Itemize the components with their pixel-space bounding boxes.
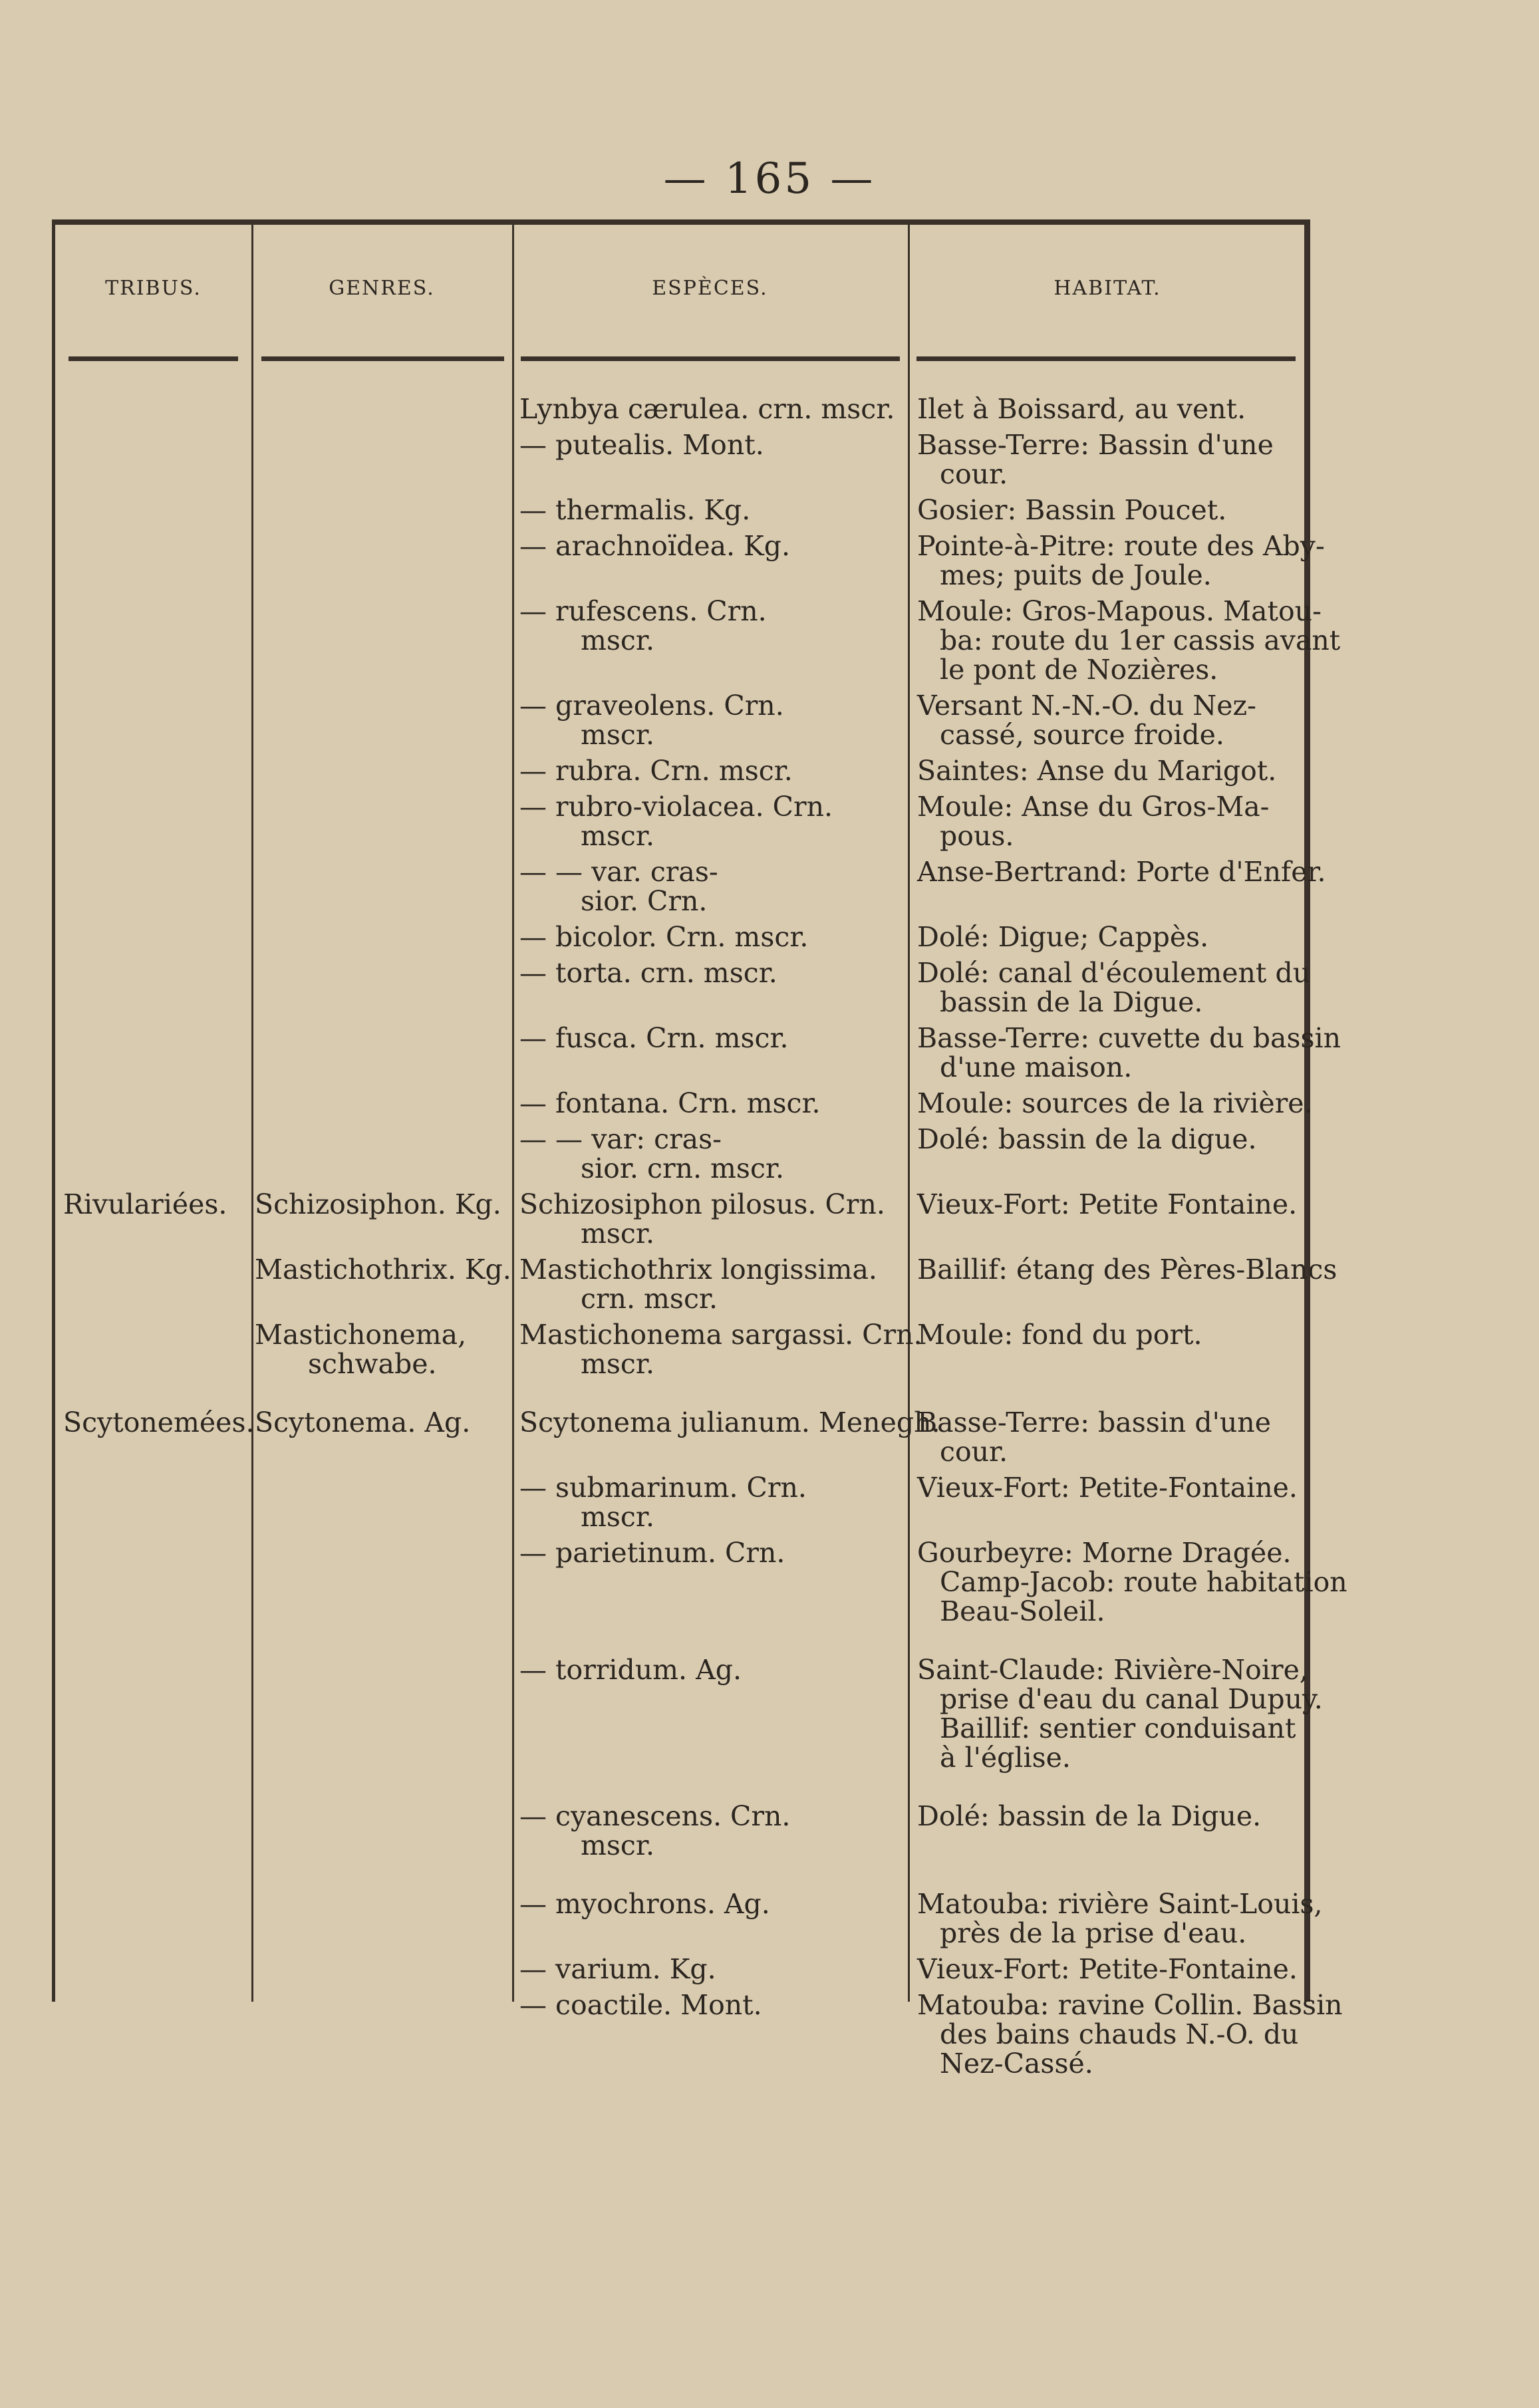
habitat-cell: Dolé: bassin de la digue.: [917, 1123, 1257, 1155]
habitat-cell: Basse-Terre: cuvette du bassin: [917, 1022, 1341, 1054]
espece-cell: mscr.: [581, 1829, 655, 1861]
habitat-cell: Camp-Jacob: route habitation: [940, 1566, 1347, 1598]
table-row: [55, 1408, 1304, 1466]
espece-cell: — fusca. Crn. mscr.: [519, 1022, 789, 1054]
espece-cell: — submarinum. Crn.: [519, 1472, 807, 1504]
habitat-cell: Vieux-Fort: Petite-Fontaine.: [917, 1472, 1298, 1504]
habitat-cell: cour.: [940, 1436, 1008, 1468]
espece-cell: — rubra. Crn. mscr.: [519, 755, 793, 787]
header-especes: ESPÈCES.: [652, 277, 768, 300]
tribus-cell: Rivulariées.: [63, 1188, 227, 1220]
header-habitat: HABITAT.: [1053, 277, 1161, 300]
habitat-cell: Dolé: Digue; Cappès.: [917, 921, 1209, 953]
table-row: [55, 1954, 1304, 1984]
espece-cell: — rufescens. Crn.: [519, 595, 767, 627]
habitat-cell: à l'église.: [940, 1742, 1071, 1774]
habitat-cell: Nez-Cassé.: [940, 2048, 1093, 2079]
table-row: [55, 1802, 1304, 1860]
espece-cell: Scytonema julianum. Menegh.: [519, 1406, 940, 1438]
genre-cell: Mastichothrix. Kg.: [255, 1254, 511, 1285]
table-row: [55, 1320, 1304, 1379]
header-genres: GENRES.: [329, 277, 435, 300]
habitat-cell: Matouba: rivière Saint-Louis,: [917, 1888, 1323, 1920]
espece-cell: — torta. crn. mscr.: [519, 957, 777, 989]
espece-cell: sior. crn. mscr.: [581, 1152, 785, 1184]
espece-cell: — bicolor. Crn. mscr.: [519, 921, 809, 953]
espece-cell: — parietinum. Crn.: [519, 1537, 785, 1569]
habitat-cell: ba: route du 1er cassis avant: [940, 624, 1341, 656]
espece-cell: mscr.: [581, 1348, 655, 1380]
header-rule: [261, 356, 504, 361]
habitat-cell: cour.: [940, 458, 1008, 490]
habitat-cell: Anse-Bertrand: Porte d'Enfer.: [917, 856, 1326, 888]
table-row: [55, 1473, 1304, 1532]
table-row: [55, 595, 1341, 686]
espece-cell: — thermalis. Kg.: [519, 494, 751, 526]
table-row: [55, 430, 1304, 489]
habitat-cell: Beau-Soleil.: [940, 1595, 1105, 1627]
espece-cell: Schizosiphon pilosus. Crn.: [519, 1188, 885, 1220]
habitat-cell: Vieux-Fort: Petite-Fontaine.: [917, 1953, 1298, 1985]
espece-cell: — rubro-violacea. Crn.: [519, 791, 833, 823]
habitat-cell: Moule: fond du port.: [917, 1319, 1202, 1351]
header-rule: [69, 356, 238, 361]
habitat-cell: Saintes: Anse du Marigot.: [917, 755, 1277, 787]
espece-cell: — — var: cras-: [519, 1123, 722, 1155]
habitat-cell: prise d'eau du canal Dupuy.: [940, 1683, 1323, 1715]
espece-cell: — putealis. Mont.: [519, 429, 764, 461]
table-row: [55, 1254, 1337, 1315]
espece-cell: — torridum. Ag.: [519, 1654, 742, 1686]
espece-cell: — — var. cras-: [519, 856, 718, 888]
habitat-cell: Moule: Gros-Mapous. Matou-: [917, 595, 1322, 627]
habitat-cell: d'une maison.: [940, 1051, 1133, 1083]
species-table: [52, 219, 1347, 2079]
espece-cell: Mastichothrix longissima.: [519, 1254, 877, 1285]
header-rule: [916, 356, 1296, 361]
habitat-cell: Ilet à Boissard, au vent.: [917, 393, 1246, 425]
espece-cell: — cyanescens. Crn.: [519, 1800, 791, 1832]
habitat-cell: près de la prise d'eau.: [940, 1917, 1247, 1949]
table-row: [55, 1888, 1323, 1949]
table-row: [55, 1087, 1313, 1119]
header-tribus: TRIBUS.: [105, 277, 202, 300]
habitat-cell: Gourbeyre: Morne Dragée.: [917, 1537, 1292, 1569]
table-row: [55, 394, 1304, 424]
habitat-cell: mes; puits de Joule.: [940, 559, 1212, 591]
habitat-cell: Moule: Anse du Gros-Ma-: [917, 791, 1270, 823]
espece-cell: crn. mscr.: [581, 1283, 718, 1315]
habitat-cell: Dolé: bassin de la Digue.: [917, 1800, 1262, 1832]
habitat-cell: Dolé: canal d'écoulement du: [917, 957, 1311, 989]
habitat-cell: Baillif: étang des Pères-Blancs: [917, 1254, 1337, 1285]
espece-cell: mscr.: [581, 719, 655, 751]
habitat-cell: le pont de Nozières.: [940, 654, 1218, 686]
habitat-cell: Baillif: sentier conduisant: [940, 1712, 1296, 1744]
espece-cell: — arachnoïdea. Kg.: [519, 530, 791, 562]
table-row: [55, 792, 1304, 851]
table-row: [55, 756, 1304, 785]
page-number: — 165 —: [663, 154, 876, 203]
habitat-cell: pous.: [940, 820, 1014, 852]
espece-cell: mscr.: [581, 1218, 655, 1250]
espece-cell: — coactile. Mont.: [519, 1989, 762, 2021]
habitat-cell: Pointe-à-Pitre: route des Aby-: [917, 530, 1325, 562]
table-row: [55, 1654, 1323, 1774]
espece-cell: — graveolens. Crn.: [519, 690, 784, 722]
table-row: [55, 957, 1311, 1018]
habitat-cell: Matouba: ravine Collin. Bassin: [917, 1989, 1343, 2021]
habitat-cell: Vieux-Fort: Petite Fontaine.: [917, 1188, 1298, 1220]
espece-cell: mscr.: [581, 1501, 655, 1533]
espece-cell: mscr.: [581, 624, 655, 656]
espece-cell: mscr.: [581, 820, 655, 852]
table-row: [55, 530, 1325, 591]
table-row: [55, 1022, 1341, 1083]
table-row: [55, 495, 1304, 525]
espece-cell: sior. Crn.: [581, 885, 708, 917]
genre-cell: Mastichonema,: [255, 1319, 467, 1351]
espece-cell: — myochrons. Ag.: [519, 1888, 770, 1920]
genre-cell-cont: schwabe.: [308, 1348, 437, 1380]
espece-cell: Lynbya cærulea. crn. mscr.: [519, 393, 895, 425]
table-row: [55, 1125, 1304, 1183]
table-row: [55, 922, 1304, 952]
tribus-cell: Scytonemées.: [63, 1406, 255, 1438]
table-row: [55, 1190, 1304, 1248]
habitat-cell: Gosier: Bassin Poucet.: [917, 494, 1227, 526]
habitat-cell: cassé, source froide.: [940, 719, 1224, 751]
habitat-cell: Saint-Claude: Rivière-Noire,: [917, 1654, 1308, 1686]
espece-cell: Mastichonema sargassi. Crn.: [519, 1319, 922, 1351]
table-row: [55, 691, 1304, 749]
espece-cell: — fontana. Crn. mscr.: [519, 1087, 821, 1119]
habitat-cell: Moule: sources de la rivière.: [917, 1087, 1313, 1119]
header-rule: [521, 356, 900, 361]
habitat-cell: Basse-Terre: bassin d'une: [917, 1406, 1271, 1438]
genre-cell: Scytonema. Ag.: [255, 1406, 471, 1438]
habitat-cell: des bains chauds N.-O. du: [940, 2018, 1299, 2050]
table-row: [55, 856, 1326, 917]
habitat-cell: Basse-Terre: Bassin d'une: [917, 429, 1274, 461]
habitat-cell: Versant N.-N.-O. du Nez-: [917, 690, 1256, 722]
espece-cell: — varium. Kg.: [519, 1953, 716, 1985]
table-row: [55, 1989, 1343, 2079]
habitat-cell: bassin de la Digue.: [940, 986, 1203, 1018]
table-row: [55, 1537, 1347, 1627]
genre-cell: Schizosiphon. Kg.: [255, 1188, 501, 1220]
